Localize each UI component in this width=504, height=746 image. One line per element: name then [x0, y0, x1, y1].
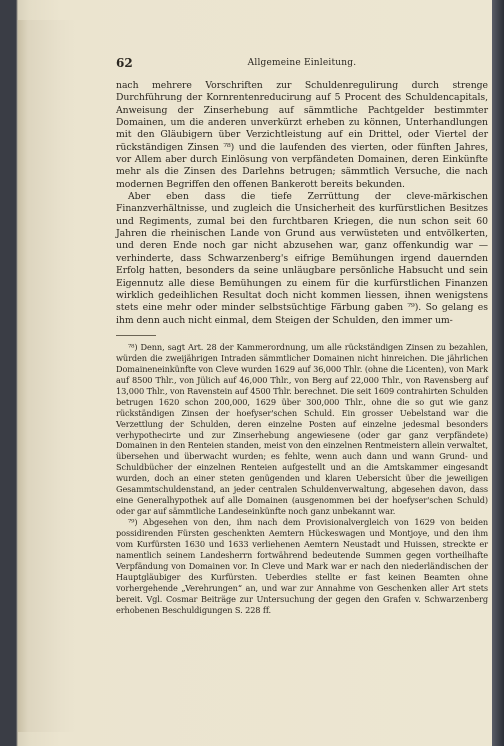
page-gutter [18, 20, 76, 732]
book-page [116, 56, 488, 726]
footnote-rule [116, 335, 156, 336]
body-paragraph: nach mehrere Vorschriften zur Schuldenregulirung durch strenge Durchführung der Kornrentenreducirung auf 5 Procent des Schuldencapitals, Anweisung der Zinserhebung auf sämmtliche Pachtgelder bestimmter Domainen, um die anderen unverkürzt erheben zu können, Unterhandlungen mit den Gläubigern über Verzichtleistung auf ein Drittel, oder Viertel der rückständigen Zinsen ⁷⁸) und die laufenden des vierten, oder fünften Jahres, vor Allem aber durch Einlösung von verpfändeten Domainen, deren Einkünfte mehr als die Zinsen des Darlehns betrugen; sämmtlich Versuche, die nach modernen Begriffen den offenen Bankerott bereits bekunden. [116, 80, 488, 190]
footnotes [116, 342, 488, 616]
footnote-78: ⁷⁸) Denn, sagt Art. 28 der Kammerordnung, um alle rückständigen Zinsen zu bezahlen, würden die zweijährigen Intraden sämmtlicher Domainen nicht hinreichen. Die jährlichen Domaineneinkünfte von Cleve wurden 1629 auf 36,000 Thlr. (ohne die Licenten), von Mark auf 8500 Thlr., von Jülich auf 46,000 Thlr., von Berg auf 22,000 Thlr., von Ravensberg auf 13,000 Thlr., von Ravenstein auf 4500 Thlr. berechnet. Die seit 1609 contrahirten Schulden betrugen 1620 schon 200,000, 1629 über 300,000 Thlr., ohne die so gut wie ganz rückständigen Zinsen der hoefyser'schen Schuld. Ein grosser Uebelstand war die Verzettlung der Schulden, deren einzelne Posten auf einzelne jedesmal besonders verhypothecirte und zur Zinserhebung angewiesene (oder gar ganz verpfändete) Domainen in den Renteien standen, meist von den einzelnen Rentmeistern allein verwaltet, übersehen und überwacht wurden; es fehlte, wenn auch dann und wann Grund- und Schuldbücher der einzelnen Renteien aufgestellt und an die Amtskammer eingesandt wurden, doch an einer steten genügenden und klaren Uebersicht über die jeweiligen Gesammtschuldenstand, an jeder centralen Schuldenverwaltung, abgesehen davon, dass eine Generalhypothek auf alle Domainen (ausgenommen bei der hoefyser'schen Schuld) oder gar auf sämmtliche Landeseinkünfte noch ganz unbekannt war. [116, 341, 488, 517]
running-head [116, 56, 488, 72]
body-paragraph: Aber eben dass die tiefe Zerrüttung der cleve-märkischen Finanzverhältnisse, und zugleich die Unsicherheit des kurfürstlichen Besitzes und Regiments, zumal bei den furchtbaren Kriegen, die nun schon seit 60 Jahren die rheinischen Lande von Grund aus verwüsteten und entvölkerten, und deren Ende noch gar nicht abzusehen war, ganz offenkundig war — verhinderte, dass Schwarzenberg's eifrige Bemühungen irgend dauernden Erfolg hatten, besonders da seine unläugbare persönliche Habsucht und sein Eigennutz alle diese Bemühungen zu einem für die kurfürstlichen Finanzen wirklich gedeihlichen Resultat doch nicht kommen liessen, ihnen wenigstens stets eine mehr oder minder selbstsüchtige Färbung gaben ⁷⁹). So gelang es ihm denn auch nicht einmal, dem Steigen der Schulden, den immer um- [116, 191, 488, 326]
page-number: 62 [116, 56, 133, 70]
footnote-79: ⁷⁹) Abgesehen von den, ihm nach dem Provisionalvergleich von 1629 von beiden possidirenden Fürsten geschenkten Aemtern Hückeswagen und Montjoye, und den ihm vom Kurfürsten 1630 und 1633 verliehenen Aemtern Neustadt und Huissen, streckte er namentlich seinem Landesherrn fortwährend bedeutende Summen gegen vortheilhafte Verpfändung von Domainen vor. In Cleve und Mark war er nach den niederländischen der Hauptgläubiger des Kurfürsten. Ueberdies stellte er fast keinen Beamten ohne vorhergehende „Verehrungen“ an, und war zur Annahme von Geschenken aller Art stets bereit. Vgl. Cosmar Beiträge zur Untersuchung der gegen den Grafen v. Schwarzenberg erhobenen Beschuldigungen S. 228 ff. [116, 517, 488, 615]
running-title: Allgemeine Einleitung. [247, 58, 357, 68]
book-edge [492, 0, 504, 746]
body-text [116, 80, 488, 327]
